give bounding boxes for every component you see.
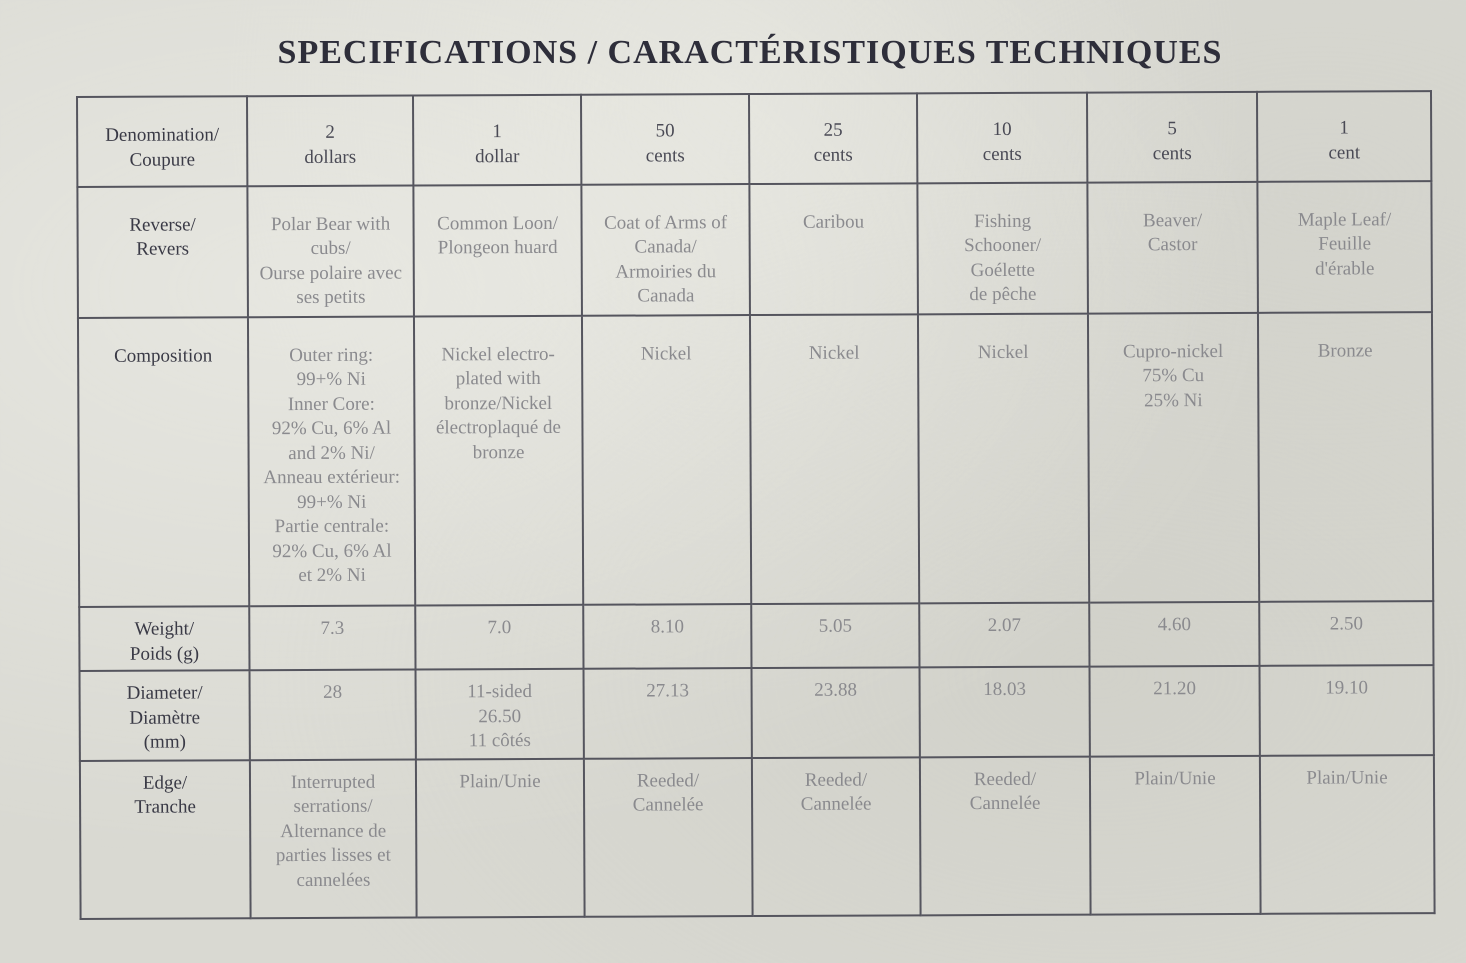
- row-label-weight: Weight/ Poids (g): [79, 607, 249, 671]
- table-cell: 21.20: [1089, 666, 1259, 756]
- table-cell: Cupro-nickel 75% Cu 25% Ni: [1088, 313, 1259, 603]
- table-cell: Polar Bear with cubs/ Ourse polaire avec ses petits: [247, 185, 414, 317]
- table-cell: 11-sided 26.50 11 côtés: [416, 669, 584, 759]
- table-row-weight: [79, 602, 1433, 671]
- specifications-table: [76, 90, 1436, 920]
- table-cell: 18.03: [920, 667, 1090, 757]
- table-cell: 23.88: [752, 667, 920, 757]
- header-25-cents: 25 cents: [749, 93, 917, 183]
- header-1-dollar: 1 dollar: [413, 95, 581, 185]
- table-cell: Bronze: [1258, 312, 1433, 602]
- table-cell: 7.3: [249, 606, 415, 670]
- table-cell: 27.13: [584, 668, 752, 758]
- table-cell: Interrupted serrations/ Alternance de parties lisses et cannelées: [250, 759, 417, 918]
- table-cell: Common Loon/ Plongeon huard: [413, 184, 582, 316]
- table-cell: 8.10: [583, 605, 751, 669]
- table-cell: Caribou: [749, 183, 918, 315]
- table-cell: 2.50: [1259, 602, 1433, 666]
- table-cell: Nickel: [750, 314, 919, 604]
- table-cell: Nickel electro- plated with bronze/Nickel électroplaqué de bronze: [414, 316, 583, 606]
- table-cell: 7.0: [415, 605, 583, 669]
- table-cell: Plain/Unie: [1260, 755, 1435, 914]
- table-cell: Reeded/ Cannelée: [584, 758, 753, 917]
- table-cell: Plain/Unie: [416, 758, 585, 917]
- table-cell: 4.60: [1089, 602, 1259, 666]
- row-label-diameter: Diameter/ Diamètre (mm): [80, 670, 250, 760]
- page-title: SPECIFICATIONS / CARACTÉRISTIQUES TECHNIQUES: [277, 34, 1223, 71]
- header-5-cents: 5 cents: [1087, 92, 1257, 182]
- table-cell: Nickel: [582, 315, 751, 605]
- table-cell: Outer ring: 99+% Ni Inner Core: 92% Cu, 6% Al and 2% Ni/ Anneau extérieur: 99+% Ni Partie centrale: 92% Cu, 6% Al et 2% Ni: [248, 316, 415, 606]
- table-cell: Nickel: [918, 313, 1089, 603]
- header-1-cent: 1 cent: [1257, 91, 1431, 181]
- table-cell: Fishing Schooner/ Goélette de pêche: [917, 182, 1088, 314]
- table-cell: Maple Leaf/ Feuille d'érable: [1257, 181, 1432, 313]
- table-row-diameter: [80, 665, 1434, 761]
- table-row-edge: [80, 755, 1435, 919]
- row-label-reverse: Reverse/ Revers: [77, 186, 248, 318]
- table-cell: Reeded/ Cannelée: [752, 757, 921, 916]
- table-row-composition: [78, 312, 1433, 608]
- table-cell: Beaver/ Castor: [1087, 181, 1258, 313]
- row-label-edge: Edge/ Tranche: [80, 760, 251, 919]
- header-2-dollars: 2 dollars: [247, 96, 413, 186]
- header-50-cents: 50 cents: [581, 94, 749, 184]
- table-header-row: [77, 91, 1431, 187]
- table-cell: 28: [250, 670, 416, 760]
- row-label-composition: Composition: [78, 317, 249, 607]
- table-row-reverse: [77, 181, 1432, 318]
- table-cell: 19.10: [1259, 665, 1433, 755]
- table-cell: 5.05: [751, 604, 919, 668]
- table-cell: Plain/Unie: [1090, 755, 1261, 914]
- specifications-table-container: [76, 90, 1434, 920]
- table-cell: Reeded/ Cannelée: [920, 756, 1091, 915]
- table-cell: 2.07: [919, 603, 1089, 667]
- table-cell: Coat of Arms of Canada/ Armoiries du Canada: [581, 184, 750, 316]
- header-denomination: Denomination/ Coupure: [77, 96, 247, 186]
- header-10-cents: 10 cents: [917, 93, 1087, 183]
